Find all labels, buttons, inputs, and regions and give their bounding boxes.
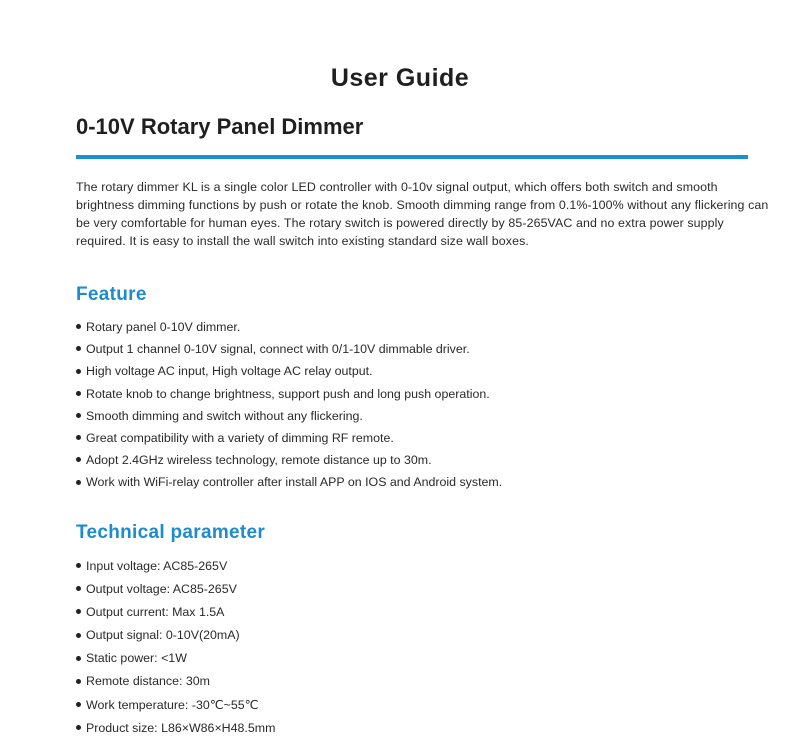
list-item <box>76 319 502 341</box>
product-title: 0-10V Rotary Panel Dimmer <box>76 114 364 139</box>
list-item <box>76 363 502 385</box>
bullet-icon <box>76 679 81 684</box>
parameter-item: Output voltage: AC85-265V <box>86 582 237 597</box>
parameter-item: Work temperature: -30℃~55℃ <box>86 697 259 712</box>
list-item <box>76 581 275 604</box>
intro-paragraph: The rotary dimmer KL is a single color LED controller with 0-10v signal output, which offers both switch and smooth brightness dimming functions by push or rotate the knob. Smooth dimming range from 0.1%-100% without any flickering can be very comfortable for human eyes. The rotary switch is powered directly by 85-265VAC and no extra power supply required. It is easy to install the wall switch into existing standard size wall boxes. <box>76 180 769 248</box>
list-item <box>76 452 502 474</box>
parameter-item: Product size: L86×W86×H48.5mm <box>86 720 276 735</box>
feature-item: Smooth dimming and switch without any flickering. <box>86 408 363 423</box>
feature-item: Adopt 2.4GHz wireless technology, remote distance up to 30m. <box>86 453 432 468</box>
list-item <box>76 604 275 627</box>
feature-list <box>76 319 502 497</box>
list-item <box>76 430 502 452</box>
list-item <box>76 558 275 581</box>
bullet-icon <box>76 586 81 591</box>
bullet-icon <box>76 457 81 462</box>
feature-heading: Feature <box>76 284 147 305</box>
list-item <box>76 627 275 650</box>
list-item <box>76 408 502 430</box>
bullet-icon <box>76 702 81 707</box>
bullet-icon <box>76 563 81 568</box>
bullet-icon <box>76 656 81 661</box>
feature-item: Work with WiFi-relay controller after install APP on IOS and Android system. <box>86 475 503 490</box>
bullet-icon <box>76 435 81 440</box>
feature-item: High voltage AC input, High voltage AC relay output. <box>86 364 373 379</box>
feature-item: Output 1 channel 0-10V signal, connect with 0/1-10V dimmable driver. <box>86 342 470 357</box>
technical-parameter-list <box>76 558 275 743</box>
feature-item: Rotary panel 0-10V dimmer. <box>86 320 241 334</box>
list-item <box>76 341 502 363</box>
bullet-icon <box>76 633 81 638</box>
list-item <box>76 650 275 673</box>
feature-item: Rotate knob to change brightness, support push and long push operation. <box>86 386 490 401</box>
bullet-icon <box>76 413 81 418</box>
bullet-icon <box>76 369 81 374</box>
list-item <box>76 386 502 408</box>
parameter-item: Output signal: 0-10V(20mA) <box>86 628 240 643</box>
list-item <box>76 673 275 696</box>
parameter-item: Remote distance: 30m <box>86 674 210 689</box>
guide-title: User Guide <box>330 64 470 92</box>
list-item <box>76 697 275 720</box>
bullet-icon <box>76 324 81 329</box>
bullet-icon <box>76 725 81 730</box>
parameter-item: Output current: Max 1.5A <box>86 605 225 620</box>
technical-parameter-heading: Technical parameter <box>76 522 266 543</box>
list-item <box>76 720 275 743</box>
bullet-icon <box>76 391 81 396</box>
list-item <box>76 474 502 496</box>
parameter-item: Static power: <1W <box>86 651 187 666</box>
feature-item: Great compatibility with a variety of dimming RF remote. <box>86 430 394 445</box>
bullet-icon <box>76 346 81 351</box>
parameter-item: Input voltage: AC85-265V <box>86 559 228 573</box>
bullet-icon <box>76 609 81 614</box>
title-divider <box>76 155 748 159</box>
bullet-icon <box>76 480 81 485</box>
